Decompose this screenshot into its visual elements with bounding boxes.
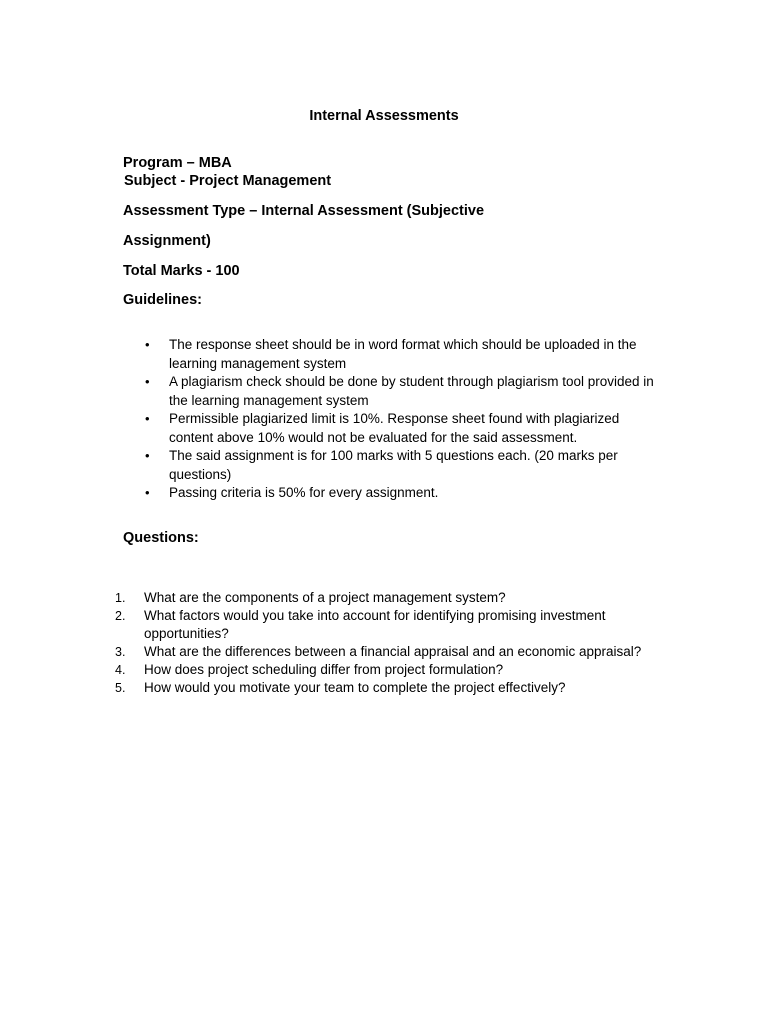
guidelines-heading: Guidelines: — [123, 292, 202, 308]
bullet-icon: • — [145, 337, 150, 352]
document-title: Internal Assessments — [309, 108, 459, 124]
question-number: 1. — [115, 591, 126, 605]
question-text: How would you motivate your team to complete the project effectively? — [144, 680, 566, 695]
question-number: 2. — [115, 609, 126, 623]
guideline-text: The response sheet should be in word format which should be uploaded in the learning management system — [169, 337, 637, 371]
question-item — [115, 643, 655, 661]
assessment-type-line-1: Assessment Type – Internal Assessment (Subjective — [123, 203, 485, 219]
question-number: 3. — [115, 645, 126, 659]
question-text: How does project scheduling differ from project formulation? — [144, 662, 504, 677]
guideline-text: Permissible plagiarized limit is 10%. Response sheet found with plagiarized content above 10% would not be evaluated for the said assessment. — [169, 411, 620, 445]
question-text: What factors would you take into account for identifying promising investment opportunities? — [144, 608, 606, 641]
bullet-icon: • — [145, 374, 150, 389]
question-text: What are the components of a project management system? — [144, 590, 506, 605]
assessment-type-line-2: Assignment) — [123, 233, 211, 249]
guideline-text: Passing criteria is 50% for every assignment. — [169, 485, 439, 500]
guideline-item — [123, 410, 663, 447]
guideline-text: The said assignment is for 100 marks with 5 questions each. (20 marks per questions) — [169, 448, 618, 482]
guideline-item — [123, 373, 663, 410]
question-number: 5. — [115, 681, 126, 695]
bullet-icon: • — [145, 448, 150, 463]
guideline-text: A plagiarism check should be done by student through plagiarism tool provided in the learning management system — [169, 374, 654, 408]
question-item — [115, 679, 655, 697]
question-item — [115, 589, 655, 607]
guideline-item — [123, 484, 663, 503]
program-line: Program – MBA — [123, 155, 232, 171]
question-text: What are the differences between a financial appraisal and an economic appraisal? — [144, 644, 642, 659]
question-item — [115, 661, 655, 679]
question-item — [115, 607, 655, 643]
subject-line: Subject - Project Management — [124, 173, 332, 189]
guideline-item — [123, 447, 663, 484]
bullet-icon: • — [145, 411, 150, 426]
questions-list — [115, 589, 655, 697]
question-number: 4. — [115, 663, 126, 677]
questions-heading: Questions: — [123, 530, 199, 546]
guidelines-list — [123, 336, 663, 503]
guideline-item — [123, 336, 663, 373]
total-marks-line: Total Marks - 100 — [123, 263, 240, 279]
bullet-icon: • — [145, 485, 150, 500]
